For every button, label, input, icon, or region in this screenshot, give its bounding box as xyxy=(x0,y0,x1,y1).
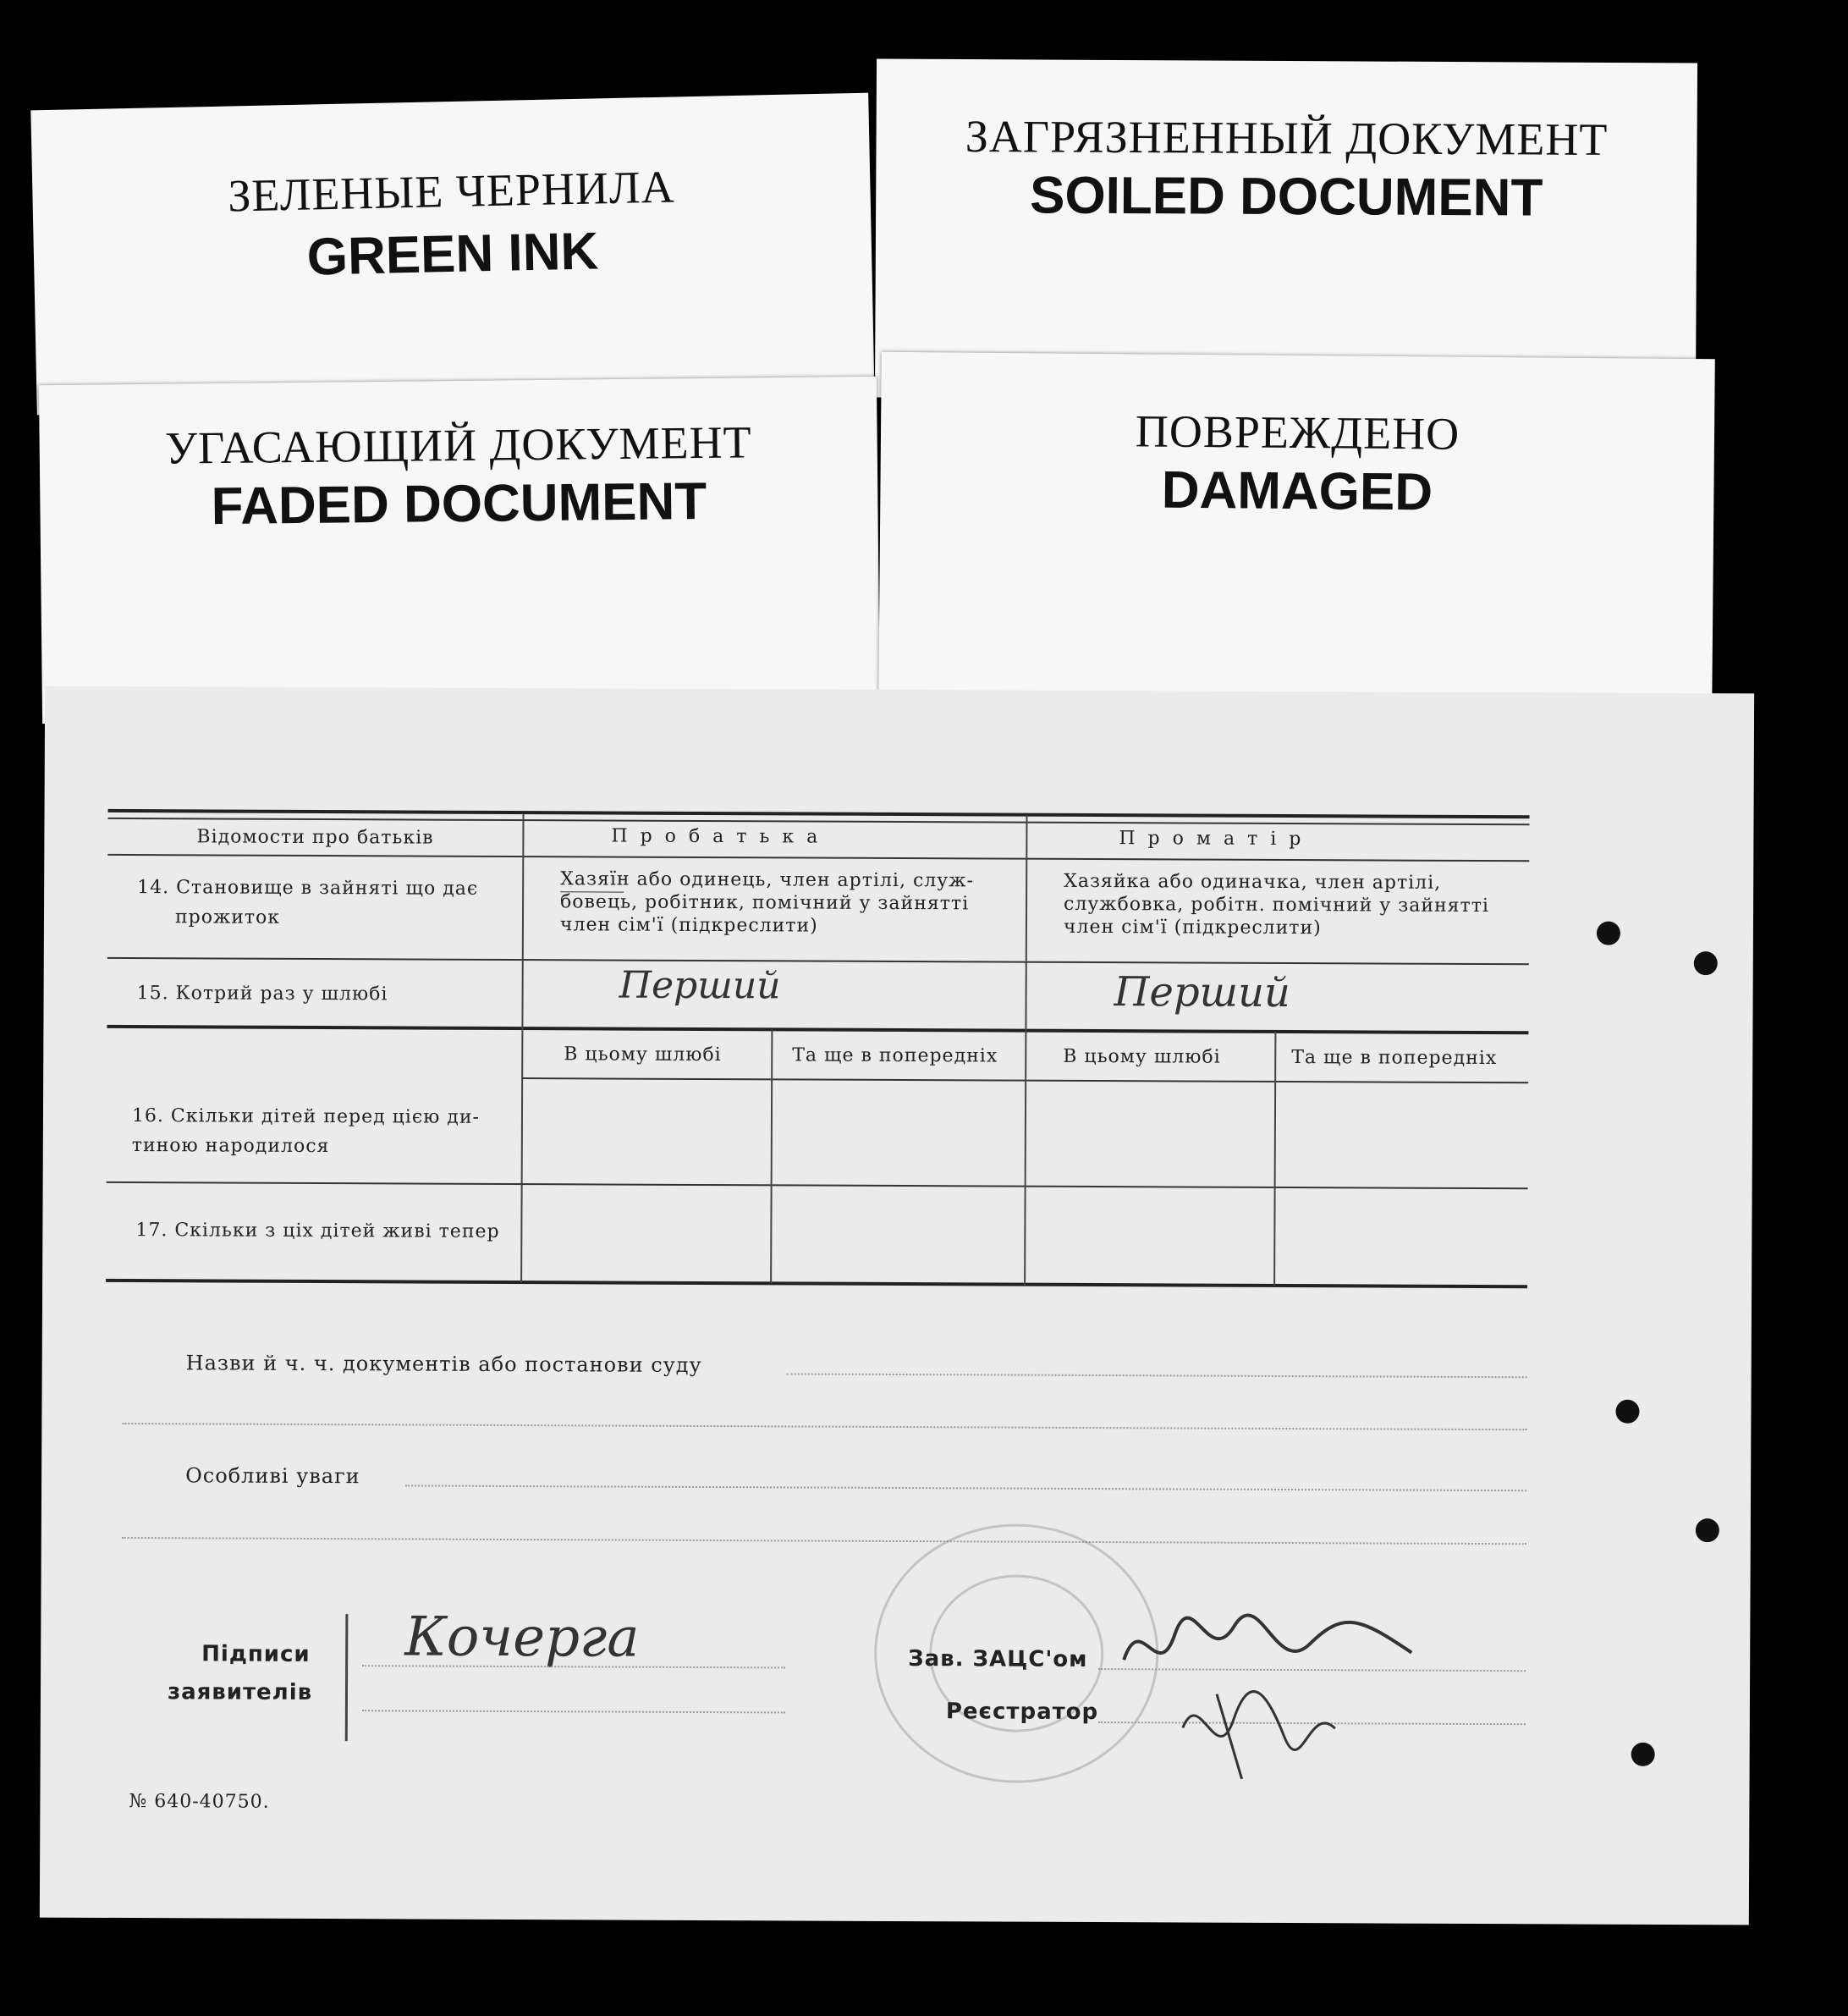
applicant-signature: Кочерга xyxy=(404,1606,640,1670)
row15-father-value: Перший xyxy=(619,963,781,1008)
binding-hole xyxy=(1694,951,1718,975)
notes-line-1 xyxy=(405,1484,1526,1491)
row16-label-2: тиною народилося xyxy=(131,1135,330,1158)
soiled-document-card xyxy=(875,58,1697,401)
col-divider-2 xyxy=(1024,816,1027,1286)
binding-hole xyxy=(1696,1518,1719,1542)
row17-label: 17. Скільки з ціх дітей живі тепер xyxy=(135,1220,500,1242)
green-ink-card xyxy=(30,93,874,416)
row14-divider xyxy=(107,957,1529,965)
row15-divider xyxy=(107,1025,1528,1034)
row14-label-1: 14. Становище в зайняті що дає xyxy=(137,877,479,900)
subheader-father-previous: Та ще в попередніх xyxy=(792,1044,998,1067)
header-mother: П р о м а т і р xyxy=(1119,828,1305,851)
faded-ru-label: УГАСАЮЩИЙ ДОКУМЕНТ xyxy=(164,416,752,474)
row15-mother-value: Перший xyxy=(1114,968,1291,1017)
header-divider xyxy=(107,854,1529,862)
col-divider-4 xyxy=(1273,1032,1276,1286)
official-signatures-scribble xyxy=(1107,1592,1463,1788)
green-ink-en-label: GREEN INK xyxy=(306,222,599,287)
row14-father-3: член сім'ї (підкреслити) xyxy=(559,914,818,937)
table-top-rule xyxy=(108,809,1530,818)
green-ink-ru-label: ЗЕЛЕНЫЕ ЧЕРНИЛА xyxy=(227,161,676,222)
binding-hole xyxy=(1615,1400,1639,1424)
signatures-label-2: заявителів xyxy=(167,1679,313,1705)
row14-father-1: Хазяїн або одинець, член артілі, служ- xyxy=(560,868,974,892)
signature-bracket xyxy=(345,1614,349,1741)
head-label: Зав. ЗАЦС'ом xyxy=(908,1646,1088,1672)
registry-form-sheet xyxy=(40,686,1754,1925)
row14-mother-1: Хазяйка або одиначка, член артілі, xyxy=(1064,870,1442,894)
damaged-ru-label: ПОВРЕЖДЕНО xyxy=(1135,405,1460,460)
subheader-father-this: В цьому шлюбі xyxy=(564,1044,722,1066)
signatures-label-1: Підписи xyxy=(201,1641,311,1667)
subheader-mother-previous: Та ще в попередніх xyxy=(1291,1047,1498,1070)
form-number: № 640-40750. xyxy=(129,1791,270,1813)
damaged-en-label: DAMAGED xyxy=(1161,460,1433,522)
notes-label: Особливі уваги xyxy=(185,1463,360,1489)
binding-hole xyxy=(1631,1743,1655,1766)
faded-en-label: FADED DOCUMENT xyxy=(211,471,707,537)
row14-father-2: бовець, робітник, помічний у зайнятті xyxy=(560,891,970,915)
col-divider-1 xyxy=(520,813,524,1283)
row14-mother-3: член сім'ї (підкреслити) xyxy=(1063,916,1322,939)
row14-mother-2: службовка, робітн. помічний у зайнятті xyxy=(1064,893,1489,917)
registrar-label: Реєстратор xyxy=(945,1699,1099,1726)
row16-divider xyxy=(107,1182,1528,1189)
row16-label-1: 16. Скільки дітей перед цією ди- xyxy=(131,1105,481,1128)
table-bottom-rule xyxy=(106,1279,1527,1288)
row15-label: 15. Котрий раз у шлюбі xyxy=(136,983,388,1005)
soiled-en-label: SOILED DOCUMENT xyxy=(1029,166,1543,228)
notes-line-2 xyxy=(122,1537,1526,1545)
documents-label: Назви й ч. ч. документів або постанови суду xyxy=(185,1351,702,1377)
faded-document-card xyxy=(39,377,880,724)
documents-line-1 xyxy=(787,1373,1527,1378)
table-top-rule-2 xyxy=(107,818,1529,825)
binding-hole xyxy=(1597,922,1620,945)
col-divider-3 xyxy=(770,1029,773,1283)
subheader-mother-this: В цьому шлюбі xyxy=(1063,1045,1221,1068)
documents-line-2 xyxy=(122,1423,1526,1430)
header-info: Відомости про батьків xyxy=(196,826,434,849)
damaged-card xyxy=(878,352,1715,715)
row14-label-2: прожиток xyxy=(174,906,281,928)
header-father: П р о б а т ь к а xyxy=(611,825,822,848)
signature-line-2 xyxy=(362,1710,785,1713)
soiled-ru-label: ЗАГРЯЗНЕННЫЙ ДОКУМЕНТ xyxy=(965,111,1609,165)
